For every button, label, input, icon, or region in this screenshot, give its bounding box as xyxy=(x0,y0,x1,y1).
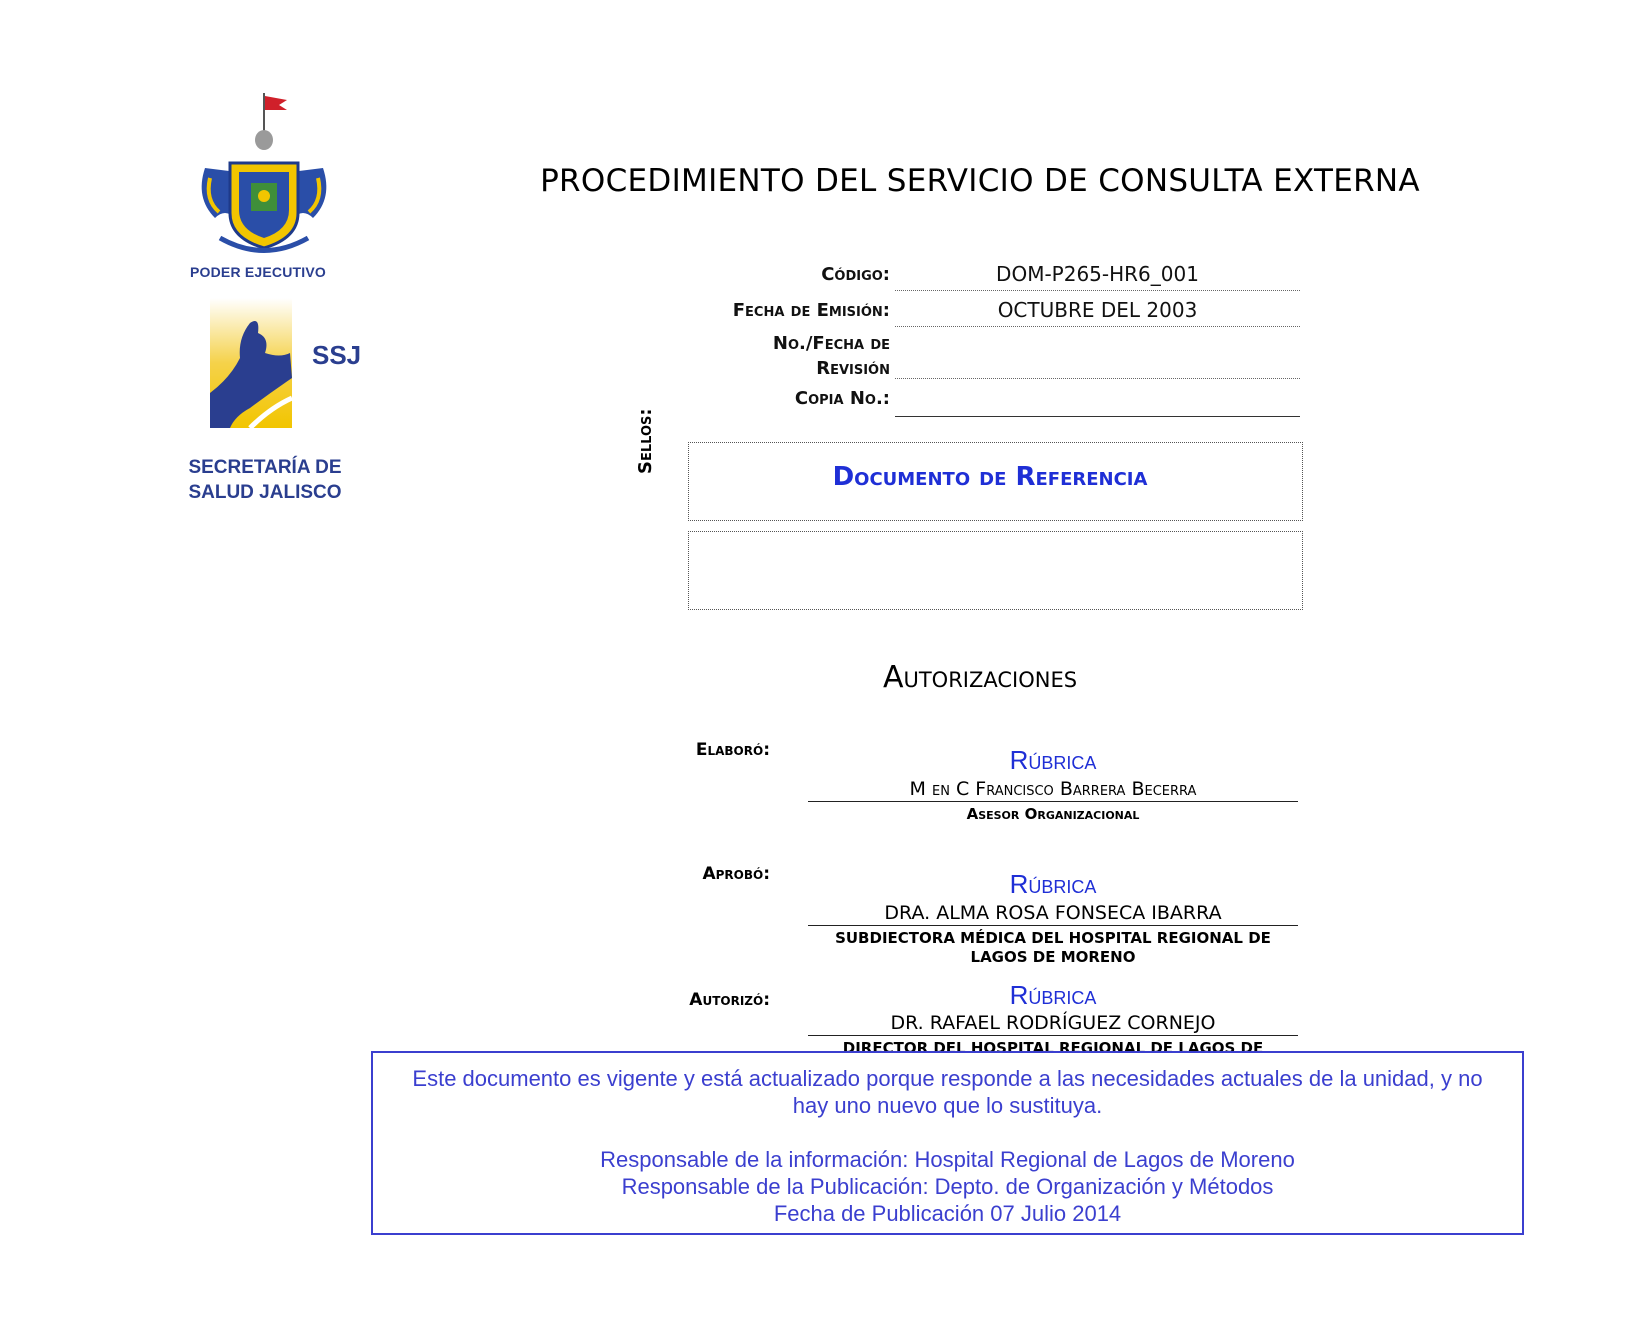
copia-label: Copia No.: xyxy=(794,388,890,409)
aprobo-role xyxy=(808,929,1298,967)
notice-line2: hay uno nuevo que lo sustituya. xyxy=(792,1093,1103,1118)
fecha-emision-value: OCTUBRE DEL 2003 xyxy=(895,298,1300,327)
elaboro-label: Elaboró: xyxy=(695,740,770,760)
revision-label-line1: No./Fecha de xyxy=(772,333,890,354)
ssj-name-line2: SALUD JALISCO xyxy=(188,482,342,503)
autorizo-rubrica: Rúbrica xyxy=(1009,980,1097,1010)
ssj-name-line1: SECRETARÍA DE xyxy=(188,457,342,478)
notice-line1: Este documento es vigente y está actualizado porque responde a las necesidades actuales de la unidad, y no xyxy=(412,1066,1483,1091)
fecha-emision-label: Fecha de Emisión: xyxy=(732,300,890,321)
revision-value xyxy=(895,350,1300,379)
aprobo-role-line2: LAGOS DE MORENO xyxy=(970,948,1136,966)
elaboro-role: Asesor Organizacional xyxy=(966,805,1140,823)
ssj-name xyxy=(165,455,365,505)
elaboro-name: M en C Francisco Barrera Becerra xyxy=(808,778,1298,802)
ssj-abbrev: SSJ xyxy=(312,340,362,370)
codigo-label: Código: xyxy=(821,264,890,285)
autorizo-name: DR. RAFAEL RODRÍGUEZ CORNEJO xyxy=(808,1012,1298,1036)
sello-box-bottom xyxy=(688,531,1303,610)
autorizo-label: Autorizó: xyxy=(689,990,770,1010)
notice-line3: Responsable de la información: Hospital Regional de Lagos de Moreno xyxy=(600,1147,1295,1172)
sellos-label: Sellos: xyxy=(635,408,656,474)
autorizaciones-heading: Autorizaciones xyxy=(882,660,1078,695)
copia-value xyxy=(895,386,1300,417)
aprobo-rubrica: Rúbrica xyxy=(1009,869,1097,899)
elaboro-rubrica: Rúbrica xyxy=(1009,745,1097,775)
autorizo-role: DIRECTOR DEL HOSPITAL REGIONAL DE LAGOS DE xyxy=(842,1039,1264,1057)
aprobo-label: Aprobó: xyxy=(702,864,770,884)
aprobo-role-line1: SUBDIECTORA MÉDICA DEL HOSPITAL REGIONAL DE xyxy=(835,929,1271,947)
codigo-value: DOM-P265-HR6_001 xyxy=(895,262,1300,291)
poder-ejecutivo-logo xyxy=(175,88,345,288)
revision-label-line2: Revisión xyxy=(816,358,890,379)
documento-referencia: Documento de Referencia xyxy=(832,462,1148,492)
notice-line5: Fecha de Publicación 07 Julio 2014 xyxy=(773,1201,1122,1226)
notice-line4: Responsable de la Publicación: Depto. de Organización y Métodos xyxy=(621,1174,1274,1199)
coat-of-arms-icon xyxy=(175,88,345,288)
vigencia-notice xyxy=(371,1051,1524,1235)
aprobo-name: DRA. ALMA ROSA FONSECA IBARRA xyxy=(808,902,1298,926)
poder-ejecutivo-text: PODER EJECUTIVO xyxy=(189,264,327,280)
document-title: PROCEDIMIENTO DEL SERVICIO DE CONSULTA EXTERNA xyxy=(540,163,1420,199)
revision-label xyxy=(640,331,890,381)
